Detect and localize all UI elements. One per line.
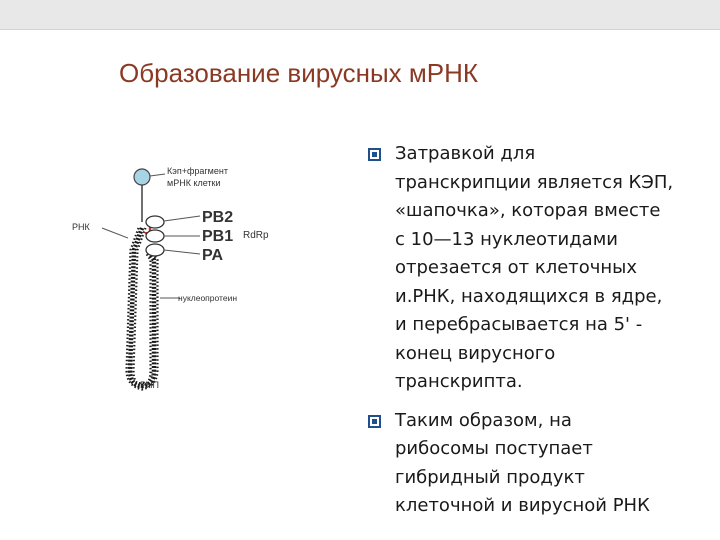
bullet-line: Затравкой для: [395, 143, 536, 164]
bullet-line: и перебрасывается на 5' -: [395, 314, 643, 335]
bullet-text-2: [395, 407, 713, 521]
rdrp-label: RdRp: [243, 230, 269, 241]
cap-label-line1: Кэп+фрагмент: [167, 166, 228, 176]
pa-subunit: [146, 244, 164, 256]
pb2-subunit: [146, 216, 164, 228]
bullet-line: Таким образом, на: [395, 409, 572, 431]
slide-title: Образование вирусных мРНК: [119, 58, 478, 88]
bullet-line: отрезается от клеточных: [395, 257, 638, 278]
nucleoprotein-label: нуклеопротеин: [178, 293, 238, 303]
bullet-square-icon: [368, 148, 381, 161]
bullet-line: конец вирусного: [395, 342, 556, 364]
bullet-text-1: [395, 140, 713, 397]
bullet-line: транскрипции является КЭП,: [395, 171, 674, 193]
bullet-item-1: [368, 140, 713, 397]
pa-label-leader: [164, 250, 200, 254]
bullet-line: с 10—13 нуклеотидами: [395, 228, 618, 250]
top-rule: [0, 29, 720, 30]
rnp-label: РНП: [140, 380, 159, 390]
pb2-label-leader: [164, 216, 200, 221]
pa-label: PA: [202, 247, 224, 264]
rna-label-leader: [102, 228, 128, 238]
rna-label: РНК: [72, 222, 90, 232]
top-band: [0, 0, 720, 29]
bullet-line: рибосомы поступает: [395, 438, 593, 459]
pb1-label: PB1: [202, 228, 234, 245]
influenza-rnp-diagram: [70, 150, 310, 400]
pb1-subunit: [146, 230, 164, 242]
bullet-line: «шапочка», которая вместе: [395, 200, 661, 221]
bullet-square-icon: [368, 415, 381, 428]
bullet-line: клеточной и вирусной РНК: [395, 495, 650, 516]
cap-circle: [134, 169, 150, 185]
pb2-label: PB2: [202, 209, 234, 226]
bullet-list: [368, 140, 713, 531]
cap-label-line2: мРНК клетки: [167, 178, 221, 188]
bullet-item-2: [368, 407, 713, 521]
cap-label-leader: [150, 174, 165, 176]
bullet-line: транскрипта.: [395, 371, 523, 392]
bullet-line: гибридный продукт: [395, 466, 585, 488]
bullet-line: и.РНК, находящихся в ядре,: [395, 285, 663, 307]
